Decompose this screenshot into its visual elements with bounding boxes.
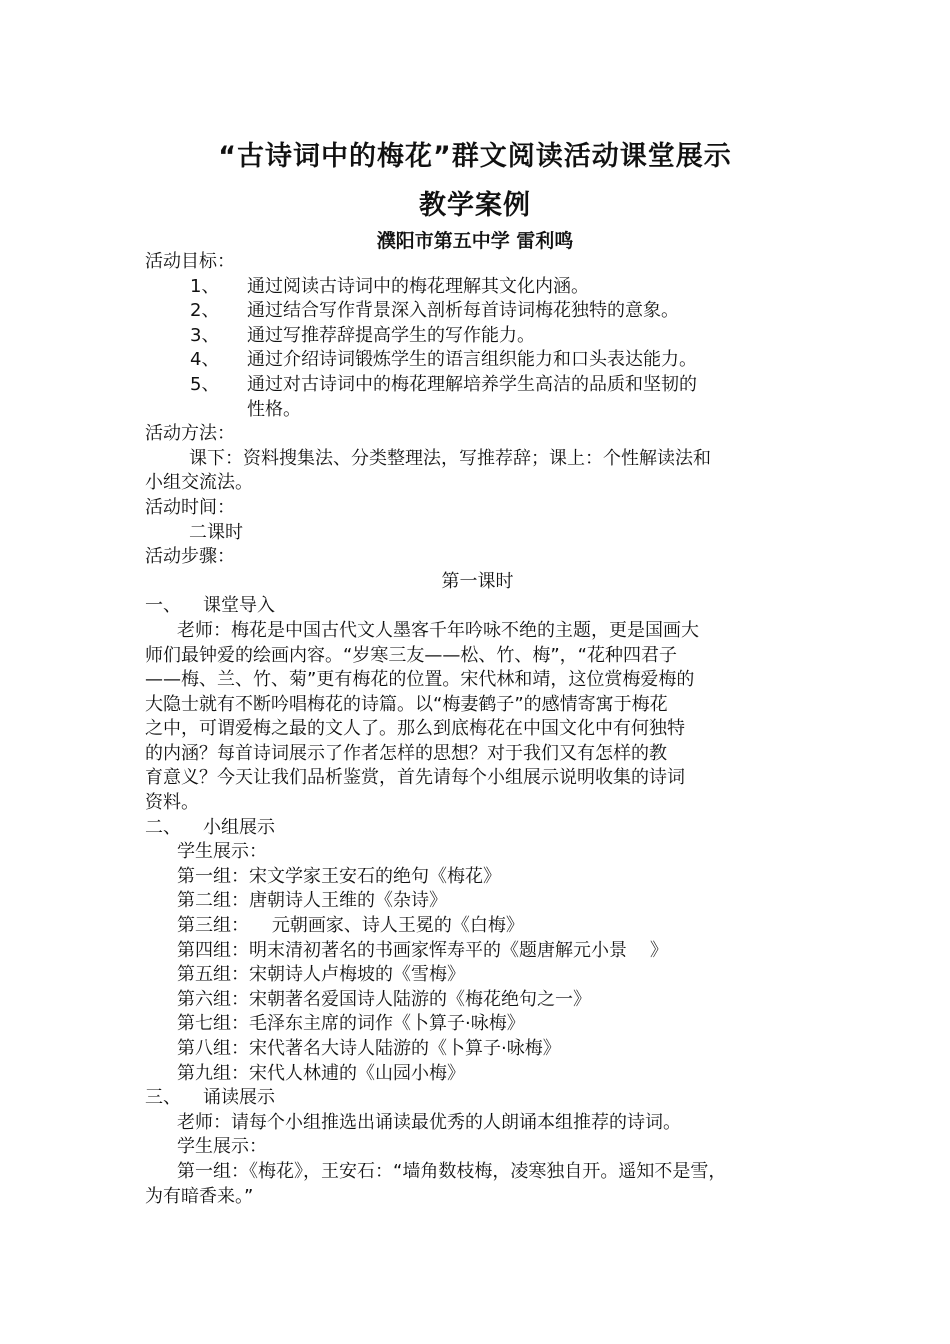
group-item: 第六组：宋朝著名爱国诗人陆游的《梅花绝句之一》 <box>177 988 591 1010</box>
lesson-title: 第一课时 <box>441 570 514 592</box>
intro-paragraph-line: 之中，可谓爱梅之最的文人了。那么到底梅花在中国文化中有何独特 <box>145 718 685 740</box>
intro-paragraph-line: 师们最钟爱的绘画内容。“岁寒三友——松、竹、梅”，“花种四君子 <box>145 644 677 666</box>
students-show-label: 学生展示： <box>177 841 267 863</box>
group-item: 第四组：明末清初著名的书画家恽寿平的《题唐解元小景 》 <box>177 939 668 961</box>
method-heading: 活动方法： <box>145 423 235 445</box>
time-value: 二课时 <box>189 521 243 543</box>
goal-item <box>145 348 810 373</box>
goal-text: 通过结合写作背景深入剖析每首诗词梅花独特的意象。 <box>247 300 679 322</box>
section-number: 一、 <box>145 595 181 617</box>
goal-text: 通过对古诗词中的梅花理解培养学生高洁的品质和坚韧的 <box>247 373 697 395</box>
section-heading <box>145 1086 810 1111</box>
recite-item: 第一组：《梅花》，王安石：“墙角数枝梅，凌寒独自开。遥知不是雪， <box>177 1160 727 1182</box>
section-heading <box>145 594 810 619</box>
group-item: 第三组： 元朝画家、诗人王冕的《白梅》 <box>177 915 524 937</box>
goal-continuation: 性格。 <box>247 398 301 420</box>
goal-text: 通过阅读古诗词中的梅花理解其文化内涵。 <box>247 275 589 297</box>
group-item: 第七组：毛泽东主席的词作《卜算子·咏梅》 <box>177 1013 525 1035</box>
document-title: “古诗词中的梅花”群文阅读活动课堂展示 <box>218 141 732 172</box>
intro-paragraph-line: 老师：梅花是中国古代文人墨客千年吟咏不绝的主题，更是国画大 <box>177 619 699 641</box>
section-title: 小组展示 <box>203 816 275 838</box>
intro-paragraph-line: 大隐士就有不断吟唱梅花的诗篇。以“梅妻鹤子”的感情寄寓于梅花 <box>145 693 668 715</box>
intro-paragraph-line: 育意义？今天让我们品析鉴赏，首先请每个小组展示说明收集的诗词 <box>145 767 685 789</box>
section-title: 诵读展示 <box>203 1087 275 1109</box>
section-number: 三、 <box>145 1087 181 1109</box>
method-text: 课下：资料搜集法、分类整理法，写推荐辞；课上：个性解读法和 <box>189 447 711 469</box>
teacher-recite-text: 老师：请每个小组推选出诵读最优秀的人朗诵本组推荐的诗词。 <box>177 1111 681 1133</box>
goal-number: 2、 <box>190 300 220 322</box>
goal-text: 通过写推荐辞提高学生的写作能力。 <box>247 324 535 346</box>
intro-paragraph-line: 的内涵？每首诗词展示了作者怎样的思想？对于我们又有怎样的教 <box>145 742 667 764</box>
goal-number: 4、 <box>190 349 220 371</box>
group-item: 第五组：宋朝诗人卢梅坡的《雪梅》 <box>177 964 465 986</box>
goal-item <box>145 373 810 398</box>
steps-heading: 活动步骤： <box>145 546 235 568</box>
goal-number: 1、 <box>190 275 220 297</box>
goals-heading: 活动目标： <box>145 251 235 272</box>
group-item: 第八组：宋代著名大诗人陆游的《卜算子·咏梅》 <box>177 1038 561 1059</box>
author-line: 濮阳市第五中学 雷利鸣 <box>376 230 574 252</box>
section-heading <box>145 816 810 841</box>
goal-item <box>145 275 810 300</box>
method-text-continued: 小组交流法。 <box>145 472 253 494</box>
document-subtitle: 教学案例 <box>419 190 531 221</box>
group-item: 第二组：唐朝诗人王维的《杂诗》 <box>177 890 447 912</box>
intro-paragraph-line: ——梅、兰、竹、菊”更有梅花的位置。宋代林和靖，这位赏梅爱梅的 <box>145 669 695 691</box>
goal-item <box>145 324 810 349</box>
group-item: 第一组：宋文学家王安石的绝句《梅花》 <box>177 865 501 887</box>
goal-item <box>145 299 810 324</box>
recite-item-continued: 为有暗香来。” <box>145 1185 254 1207</box>
document-body <box>145 250 810 1209</box>
group-item: 第九组：宋代人林逋的《山园小梅》 <box>177 1062 465 1084</box>
time-heading: 活动时间： <box>145 496 235 518</box>
goal-text: 通过介绍诗词锻炼学生的语言组织能力和口头表达能力。 <box>247 349 697 371</box>
section-title: 课堂导入 <box>203 595 275 617</box>
intro-paragraph-line: 资料。 <box>145 792 199 814</box>
students-show-label: 学生展示： <box>177 1136 267 1158</box>
goal-number: 5、 <box>190 373 220 395</box>
goal-number: 3、 <box>190 324 220 346</box>
section-number: 二、 <box>145 816 181 838</box>
